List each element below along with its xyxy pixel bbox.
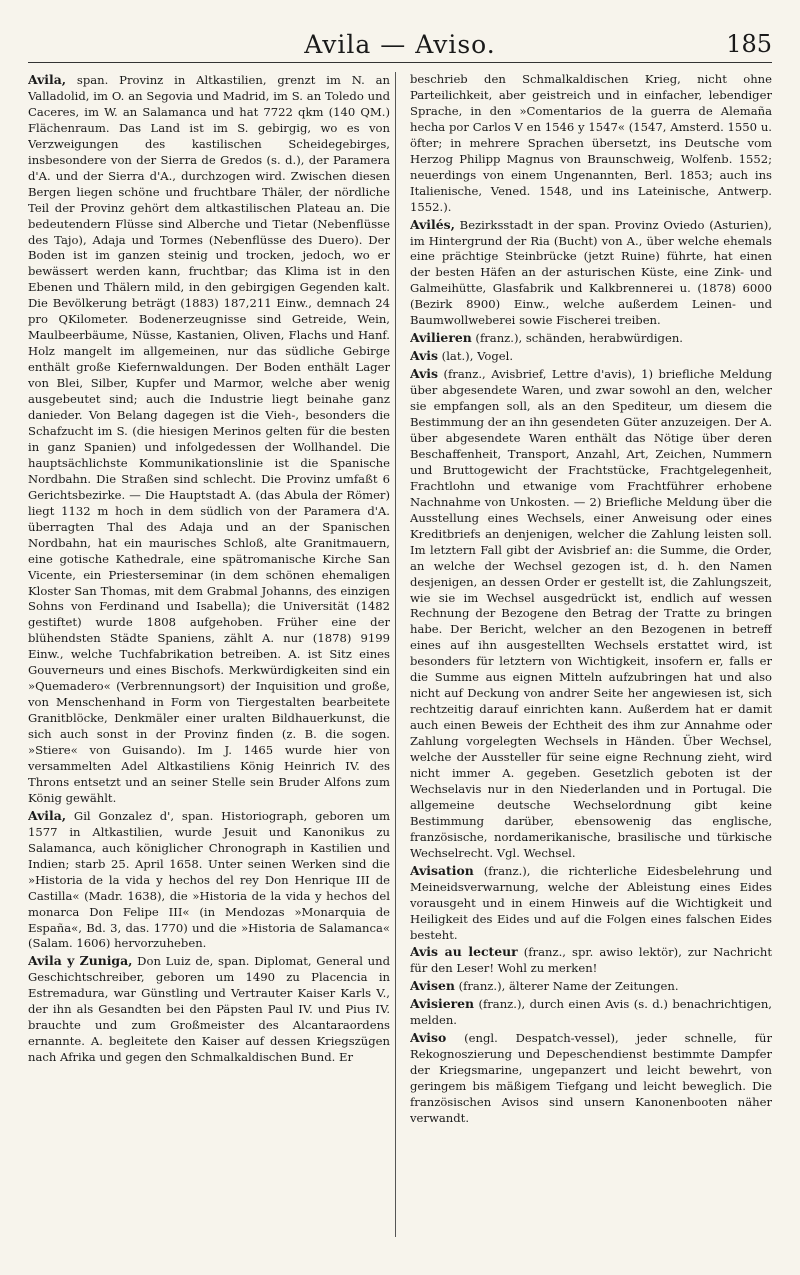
entry-avisation	[410, 863, 772, 944]
entry-continuation	[410, 72, 772, 216]
entry-text: (franz.), älterer Name der Zeitungen.	[454, 979, 679, 994]
entry-text: (engl. Despatch-vessel), jeder schnelle, für Rekognoszierung und Depeschendienst bestimmte Dampfer der Kriegsmarine, ungepanzert und leicht bewehrt, von geringem bis mäßigem Tiefgang und leicht beweglich. Die französischen Avisos sind unsern Kanonenbooten näher verwandt.	[410, 1031, 772, 1125]
entry-text: Bezirksstadt in der span. Provinz Oviedo (Asturien), im Hintergrund der Ria (Bucht) von A., über welche ehemals eine prächtige Steinbrücke (jetzt Ruine) führte, hat einen der besten Häfen an der asturischen Küste, eine Zink- und Galmeihütte, Glasfabrik und Kalkbrennerei u. (1878) 6000 (Bezirk 8900) Einw., welche außerdem Leinen- und Baumwollweberei sowie Fischerei treiben.	[410, 217, 772, 328]
entry-text: (franz.), die richterliche Eidesbelehrung und Meineidsverwarnung, welche der Ableistung eines Eides vorausgeht und in einem Hinweis auf die Wichtigkeit und Heiligkeit des Eides und auf die Folgen eines falschen Eides besteht.	[410, 863, 772, 942]
entry-headword: Avila,	[28, 807, 67, 823]
column-divider	[395, 72, 396, 1237]
entry-text: (franz.), durch einen Avis (s. d.) benachrichtigen, melden.	[410, 997, 772, 1028]
entry-avila-y-zuniga	[28, 953, 390, 1066]
entry-text: Don Luiz de, span. Diplomat, General und Geschichtschreiber, geboren um 1490 zu Placencia in Estremadura, war Günstling und Vertrauter Kaiser Karls V., der ihn als Gesandten bei den Päpsten Paul IV. und Pius IV. brauchte und zum Großmeister des Alcantaraordens ernannte. A. begleitete den Kaiser auf dessen Kriegszügen nach Afrika und gegen den Schmalkaldischen Bund. Er	[28, 954, 390, 1065]
entry-headword: Avis	[410, 348, 438, 364]
entry-headword: Avila,	[28, 72, 67, 87]
entry-headword: Avisieren	[410, 996, 475, 1012]
entry-headword: Avilieren	[410, 330, 472, 346]
running-header	[28, 28, 772, 63]
entry-avisieren	[410, 996, 772, 1029]
entry-aviso	[410, 1030, 772, 1127]
entry-headword: Avisation	[410, 862, 474, 878]
entry-text: beschrieb den Schmalkaldischen Krieg, nicht ohne Parteilichkeit, aber geistreich und in einfacher, lebendiger Sprache, in den »Comentarios de la guerra de Alemaña hecha por Carlos V en 1546 y 1547« (1547, Amsterd. 1550 u. öfter; in mehrere Sprachen übersetzt, ins Deutsche vom Herzog Philipp Magnus von Braunschweig, Wolfenb. 1552; neuerdings von einem Ungenannten, Berl. 1853; auch ins Italienische, Vened. 1548, und ins Lateinische, Antwerp. 1552.).	[410, 72, 772, 214]
entry-headword: Aviso	[410, 1030, 447, 1046]
entry-text: (franz.), schänden, herabwürdigen.	[471, 331, 683, 346]
entry-headword: Avis au lecteur	[410, 944, 518, 960]
entry-text: (lat.), Vogel.	[438, 349, 514, 364]
entry-headword: Avisen	[410, 978, 455, 994]
entry-avis-lat	[410, 348, 772, 365]
entry-avila-gil-gonzalez	[28, 808, 390, 953]
page-number: 185	[726, 30, 772, 58]
entry-aviles	[410, 217, 772, 330]
entry-text: (franz., spr. awiso lektör), zur Nachricht für den Leser! Wohl zu merken!	[410, 945, 772, 976]
entry-headword: Avila y Zuniga,	[28, 953, 133, 969]
right-column	[410, 72, 772, 1242]
entry-avila-province	[28, 72, 390, 807]
left-column	[28, 72, 390, 1242]
running-title: Avila — Aviso.	[304, 30, 496, 59]
entry-headword: Avis	[410, 366, 438, 382]
entry-text: Gil Gonzalez d', span. Historiograph, geboren um 1577 in Altkastilien, wurde Jesuit und Kanonikus zu Salamanca, auch königlicher Chronograph in Kastilien und Indien; starb 25. April 1658. Unter seinen Werken sind die »Historia de la vida y hechos del rey Don Henrique III de Castilla« (Madr. 1638), die »Historia de la vida y hechos del monarca Don Felipe III« (in Mendozas »Monarquia de España«, Bd. 3, das. 1770) und die »Historia de Salamanca« (Salam. 1606) hervorzuheben.	[28, 808, 390, 951]
entry-avis-franz	[410, 366, 772, 862]
entry-text: span. Provinz in Altkastilien, grenzt im N. an Valladolid, im O. an Segovia und Madrid, im S. an Toledo und Caceres, im W. an Salamanca und hat 7722 qkm (140 QM.) Flächenraum. Das Land ist im S. gebirgig, wo es von Verzweigungen des kastilischen Scheidegebirges, insbesondere von der Sierra de Gredos (s. d.), der Paramera d'A. und der Sierra d'A., durchzogen wird. Zwischen diesen Bergen liegen schöne und fruchtbare Thäler, der nördliche Teil der Provinz gehört dem altkastilischen Plateau an. Die bedeutendern Flüsse sind Alberche und Tietar (Nebenflüsse des Tajo), Adaja und Tormes (Nebenflüsse des Duero). Der Boden ist im ganzen steinig und trocken, jedoch, wo er bewässert werden kann, fruchtbar; das Klima ist in den Ebenen und Thälern mild, in den gebirgigen Gegenden kalt. Die Bevölkerung beträgt (1883) 187,211 Einw., demnach 24 pro QKilometer. Bodenerzeugnisse sind Getreide, Wein, Maulbeerbäume, Nüsse, Kastanien, Oliven, Flachs und Hanf. Holz mangelt im allgemeinen, nur das südliche Gebirge enthält große Kiefernwaldungen. Der Boden enthält Lager von Blei, Silber, Kupfer und Marmor, welche aber wenig ausgebeutet sind; auch die Industrie liegt beinahe ganz danieder. Von Belang dagegen ist die Vieh-, besonders die Schafzucht im S. (die hiesigen Merinos gelten für die besten in ganz Spanien) und infolgedessen der Wollhandel. Die hauptsächlichste Kommunikationslinie ist die Spanische Nordbahn. Die Straßen sind schlecht. Die Provinz umfaßt 6 Gerichtsbezirke. — Die Hauptstadt A. (das Abula der Römer) liegt 1132 m hoch in dem südlich von der Paramera d'A. überragten Thal des Adaja und an der Spanischen Nordbahn, hat ein maurisches Schloß, alte Granitmauern, eine gotische Kathedrale, eine spätromanische Kirche San Vicente, ein Priesterseminar (in dem schönen ehemaligen Kloster San Thomas, mit dem Grabmal Johanns, des einzigen Sohns von Ferdinand und Isabella); die Universität (1482 gestiftet) wurde 1808 aufgehoben. Früher eine der blühendsten Städte Spaniens, zählt A. nur (1878) 9199 Einw., welche Tuchfabrikation betreiben. A. ist Sitz eines Gouverneurs und eines Bischofs. Merkwürdigkeiten sind ein »Quemadero« (Verbrennungsort) der Inquisition und große, von Menschenhand in Form von Tiergestalten bearbeitete Granitblöcke, Denkmäler einer uralten Bildhauerkunst, die sich auch sonst in der Provinz finden (z. B. die sogen. »Stiere« von Guisando). Im J. 1465 wurde hier von versammelten Adel Altkastiliens König Heinrich IV. des Throns entsetzt und an seiner Stelle sein Bruder Alfons zum König gewählt.	[28, 73, 390, 805]
entry-avisen	[410, 978, 772, 995]
entry-text: (franz., Avisbrief, Lettre d'avis), 1) briefliche Meldung über abgesendete Waren, und zwar sowohl an den, welcher sie empfangen soll, als an den Spediteur, um diesem die Bestimmung der an ihn gesendeten Güter anzuzeigen. Der A. über abgesendete Waren enthält das Nötige über deren Beschaffenheit, Transport, Anzahl, Art, Zeichen, Nummern und Bruttogewicht der Frachtstücke, Frachtgelegenheit, Frachtlohn und etwanige vom Frachtführer erhobene Nachnahme von Unkosten. — 2) Briefliche Meldung über die Ausstellung eines Wechsels, einer Anweisung oder eines Kreditbriefs an denjenigen, welcher die Zahlung leisten soll. Im letztern Fall gibt der Avisbrief an: die Summe, die Order, an welche der Wechsel gezogen ist, d. h. den Namen desjenigen, an dessen Order er gestellt ist, die Zahlungszeit, wie sie im Wechsel ausgedrückt ist, endlich auf wessen Rechnung der Bezogene den Betrag der Tratte zu bringen habe. Der Bericht, welcher an den Bezogenen in betreff eines auf ihn ausgestellten Wechsels erstattet wird, ist besonders für letztern von Wichtigkeit, insofern er, falls er die Summe aus eignen Mitteln aufzubringen hat und also nicht auf Deckung von andrer Seite her angewiesen ist, sich rechtzeitig darauf einrichten kann. Außerdem hat er damit auch einen Beweis der Echtheit des ihm zur Annahme oder Zahlung vorgelegten Wechsels in Händen. Über Wechsel, welche der Aussteller für seine eigne Rechnung zieht, wird nicht immer A. gegeben. Gesetzlich geboten ist der Wechselavis nur in den Niederlanden und in Portugal. Die allgemeine deutsche Wechselordnung gibt keine Bestimmung darüber, ebensowenig das englische, französische, nordamerikanische, brasilische und türkische Wechselrecht. Vgl. Wechsel.	[410, 367, 772, 860]
entry-headword: Avilés,	[410, 216, 455, 232]
entry-avis-au-lecteur	[410, 944, 772, 977]
entry-avilieren	[410, 330, 772, 347]
